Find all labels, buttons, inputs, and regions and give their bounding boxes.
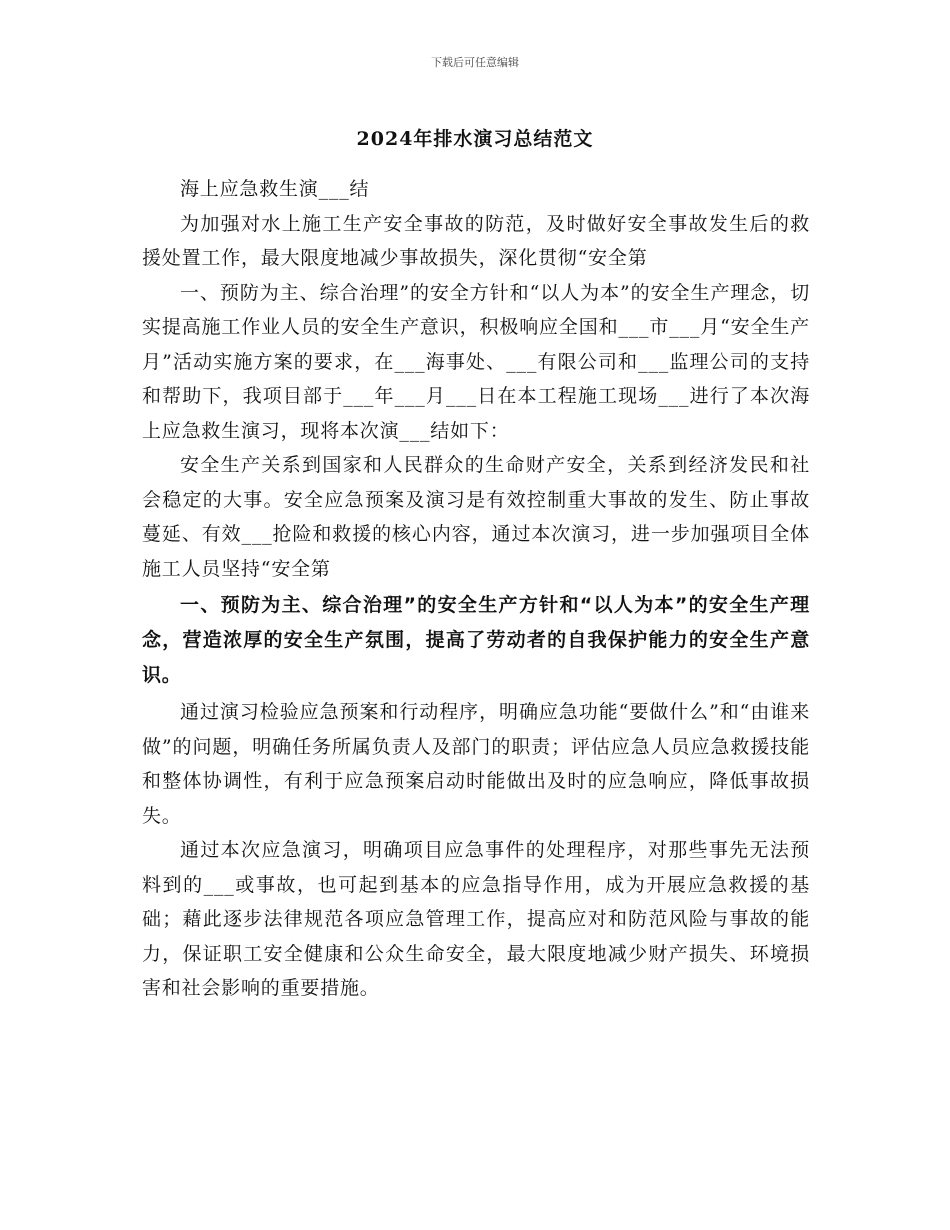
paragraph-purpose: 一、预防为主、综合治理”的安全方针和“以人为本”的安全生产理念，切实提高施工作业人员的安全生产意识，积极响应全国和___市___月“安全生产月”活动实施方案的要求，在___海事处、___有限公司和___监理公司的支持和帮助下，我项目部于___年___月___日在本工程施工现场___进行了本次海上应急救生演习，现将本次演___结如下： bbox=[142, 281, 810, 442]
paragraph-subtitle: 海上应急救生演___结 bbox=[180, 178, 370, 200]
paragraph-importance: 安全生产关系到国家和人民群众的生命财产安全，关系到经济发民和社会稳定的大事。安全应急预案及演习是有效控制重大事故的发生、防止事故蔓延、有效___抢险和救援的核心内容，通过本次演习，进一步加强项目全体施工人员坚持“安全第 bbox=[142, 454, 810, 580]
header-note: 下载后可任意编辑 bbox=[431, 56, 519, 69]
paragraph-bold-policy: 一、预防为主、综合治理”的安全生产方针和“以人为本”的安全生产理念，营造浓厚的安全生产氛围，提高了劳动者的自我保护能力的安全生产意识。 bbox=[142, 594, 810, 686]
document-body bbox=[142, 172, 810, 1006]
document-title: 2024年排水演习总结范文 bbox=[356, 128, 594, 150]
paragraph-verification: 通过演习检验应急预案和行动程序，明确应急功能“要做什么”和“由谁来做”的问题，明确任务所属负责人及部门的职责；评估应急人员应急救援技能和整体协调性，有利于应急预案启动时能做出及时的应急响应，降低事故损失。 bbox=[142, 701, 810, 827]
paragraph-intro: 为加强对水上施工生产安全事故的防范，及时做好安全事故发生后的救援处置工作，最大限度地减少事故损失，深化贯彻“安全第 bbox=[142, 212, 810, 269]
paragraph-conclusion: 通过本次应急演习，明确项目应急事件的处理程序，对那些事先无法预料到的___或事故，也可起到基本的应急指导作用，成为开展应急救援的基础；藉此逐步法律规范各项应急管理工作，提高应对和防范风险与事故的能力，保证职工安全健康和公众生命安全，最大限度地减少财产损失、环境损害和社会影响的重要措施。 bbox=[142, 839, 810, 999]
